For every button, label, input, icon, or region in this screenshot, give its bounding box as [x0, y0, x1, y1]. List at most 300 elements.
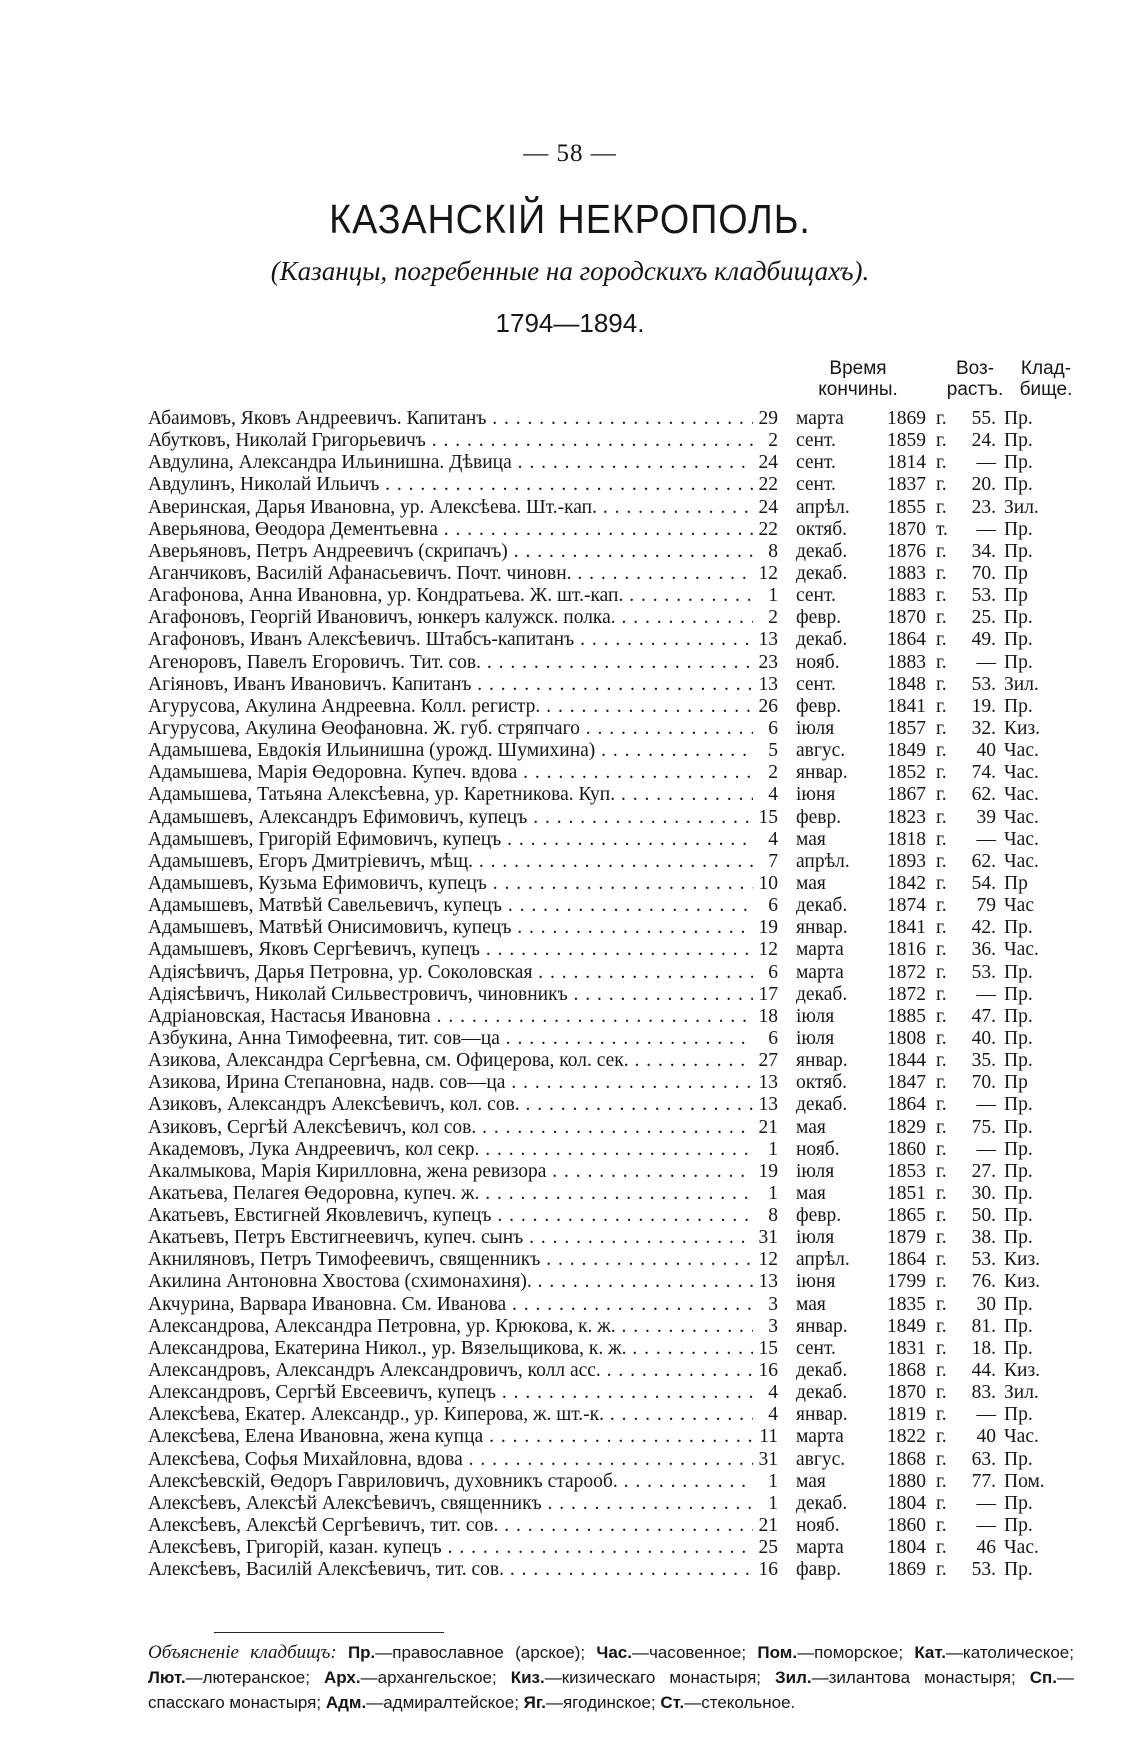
entry-month: нояб. [796, 1515, 840, 1537]
entry-cemetery: Зил. [1004, 496, 1039, 518]
entry-cemetery: Пр. [1004, 1116, 1033, 1138]
entry-age: 47. [971, 1005, 996, 1027]
entry-day: 4 [768, 1404, 778, 1426]
entry-row [148, 740, 1068, 762]
entry-month: марта [796, 939, 844, 961]
entry-year: 1868 [887, 1360, 926, 1382]
entry-name: Абаимовъ, Яковъ Андреевичъ. Капитанъ . . . [148, 408, 753, 430]
entry-day: 3 [768, 1315, 778, 1337]
entry-age: — [976, 828, 996, 850]
entry-month: декаб. [796, 983, 848, 1005]
entry-year-suffix: г. [936, 1116, 947, 1138]
entry-name: Алексѣевъ, Григорiй, казан. купецъ . . . [148, 1537, 753, 1559]
entry-row [148, 851, 1068, 873]
entry-year: 1857 [887, 717, 926, 739]
entry-day: 24 [758, 452, 778, 474]
entry-age: 53. [971, 1559, 996, 1581]
entry-age: — [976, 651, 996, 673]
legend-meaning: —православное (арское); [375, 1643, 597, 1662]
entry-year: 1849 [887, 740, 926, 762]
entry-row [148, 696, 1068, 718]
entry-cemetery: Пр [1004, 585, 1028, 607]
entry-year-suffix: г. [936, 1492, 947, 1514]
entry-name: Авдулинъ, Николай Ильичъ . . . [148, 474, 753, 496]
entry-row [148, 895, 1068, 917]
legend-abbr: Лют. [148, 1668, 186, 1687]
entry-month: iюля [796, 1005, 835, 1027]
entry-year-suffix: г. [936, 651, 947, 673]
entry-year-suffix: г. [936, 1404, 947, 1426]
entry-month: декаб. [796, 540, 848, 562]
entry-age: — [976, 1404, 996, 1426]
entry-name: Абутковъ, Николай Григорьевичъ . . . [148, 430, 753, 452]
entry-year: 1869 [887, 1559, 926, 1581]
entry-cemetery: Киз. [1004, 1249, 1041, 1271]
entry-year-suffix: г. [936, 961, 947, 983]
entry-day: 22 [758, 474, 778, 496]
entry-year-suffix: г. [936, 1537, 947, 1559]
entry-year: 1829 [887, 1116, 926, 1138]
entry-name: Азикова, Ирина Степановна, надв. сов—ца . . . [148, 1072, 753, 1094]
entry-year-suffix: г. [936, 562, 947, 584]
entry-year: 1852 [887, 762, 926, 784]
entry-day: 6 [768, 717, 778, 739]
entry-name: Азикова, Александра Сергѣевна, см. Офицерова, кол. сек. . . . [148, 1050, 753, 1072]
entry-day: 13 [758, 1271, 778, 1293]
entry-row [148, 1449, 1068, 1471]
entry-name: Адрiановская, Настасья Ивановна . . . [148, 1006, 753, 1028]
entry-row [148, 962, 1068, 984]
entry-name: Адамышева, Евдокiя Ильинишна (урожд. Шумихина) . . . [148, 740, 753, 762]
entry-year: 1868 [887, 1448, 926, 1470]
entry-age: 44. [971, 1360, 996, 1382]
entry-day: 21 [758, 1515, 778, 1537]
entry-month: апрѣл. [796, 496, 850, 518]
entry-age: 83. [971, 1382, 996, 1404]
entry-cemetery: Час. [1004, 806, 1039, 828]
legend-abbr: Пр. [347, 1643, 376, 1662]
entry-month: авгус. [796, 1448, 846, 1470]
entry-year: 1823 [887, 806, 926, 828]
entry-year-suffix: г. [936, 1027, 947, 1049]
entry-name: Азиковъ, Сергѣй Алексѣевичъ, кол сов. . . . [148, 1117, 753, 1139]
legend-meaning: —лютеранское; [185, 1668, 324, 1687]
year-range: 1794—1894. [495, 308, 645, 338]
entry-row [148, 1028, 1068, 1050]
legend-abbr: Киз. [510, 1668, 545, 1687]
entry-cemetery: Пр. [1004, 1315, 1033, 1337]
legend-lead: Объясненiе кладбищъ: [148, 1642, 337, 1663]
entry-day: 8 [768, 540, 778, 562]
entry-name: Азбукина, Анна Тимофеевна, тит. сов—ца . . . [148, 1028, 753, 1050]
entry-row [148, 652, 1068, 674]
entry-age: 27. [971, 1160, 996, 1182]
entry-row [148, 1537, 1068, 1559]
entry-month: iюля [796, 717, 835, 739]
entry-year-suffix: г. [936, 1094, 947, 1116]
entry-month: февр. [796, 806, 842, 828]
entry-age: 30. [971, 1182, 996, 1204]
entry-day: 2 [768, 430, 778, 452]
entry-cemetery: Пр. [1004, 1027, 1033, 1049]
entry-year: 1865 [887, 1205, 926, 1227]
entry-year-suffix: г. [936, 1293, 947, 1315]
entry-year-suffix: г. [936, 585, 947, 607]
entry-year-suffix: г. [936, 1005, 947, 1027]
entry-day: 4 [768, 784, 778, 806]
entry-month: декаб. [796, 1094, 848, 1116]
entry-year: 1867 [887, 784, 926, 806]
entry-name: Акатьева, Пелагея Өедоровна, купеч. ж. . . . [148, 1183, 753, 1205]
entry-year: 1814 [887, 452, 926, 474]
entry-cemetery: Пр. [1004, 474, 1033, 496]
entry-year-suffix: г. [936, 828, 947, 850]
entry-name: Адамышева, Марiя Өедоровна. Купеч. вдова . . . [148, 762, 753, 784]
entry-name: Александровъ, Александръ Александровичъ, колл асс. . . . [148, 1360, 753, 1382]
entry-year: 1883 [887, 562, 926, 584]
entry-row [148, 829, 1068, 851]
entry-year: 1883 [887, 651, 926, 673]
entry-day: 13 [758, 629, 778, 651]
entry-day: 15 [758, 806, 778, 828]
legend-abbr: Пом. [757, 1643, 798, 1662]
entry-day: 1 [768, 1182, 778, 1204]
entry-month: февр. [796, 695, 842, 717]
entry-month: январ. [796, 762, 848, 784]
entry-name: Александровъ, Сергѣй Евсеевичъ, купецъ . . . [148, 1382, 753, 1404]
entry-month: мая [796, 1470, 826, 1492]
entry-month: январ. [796, 1315, 848, 1337]
entry-row [148, 1493, 1068, 1515]
entry-row [148, 1515, 1068, 1537]
entry-year-suffix: г. [936, 1182, 947, 1204]
entry-year-suffix: г. [936, 540, 947, 562]
entry-cemetery: Пом. [1004, 1470, 1045, 1492]
entry-year: 1859 [887, 430, 926, 452]
entry-day: 24 [758, 496, 778, 518]
entry-row [148, 1139, 1068, 1161]
entry-cemetery: Пр. [1004, 1515, 1033, 1537]
entry-name: Александрова, Екатерина Никол., ур. Вязельщикова, к. ж. . . . [148, 1338, 753, 1360]
entry-age: 18. [971, 1337, 996, 1359]
entry-age: 62. [971, 850, 996, 872]
entry-day: 19 [758, 1160, 778, 1182]
entry-year-suffix: г. [936, 629, 947, 651]
entry-row [148, 1183, 1068, 1205]
legend-abbr: Зил. [775, 1668, 812, 1687]
entry-age: 79 [976, 895, 996, 917]
entry-year-suffix: г. [936, 784, 947, 806]
entry-name: Агафоновъ, Иванъ Алексѣевичъ. Штабсъ-капитанъ . . . [148, 629, 753, 651]
entry-age: — [976, 1492, 996, 1514]
entry-year-suffix: г. [936, 430, 947, 452]
entry-cemetery: Пр. [1004, 917, 1033, 939]
entry-row [148, 1227, 1068, 1249]
entry-month: сент. [796, 1337, 836, 1359]
entry-year: 1837 [887, 474, 926, 496]
entry-year-suffix: г. [936, 762, 947, 784]
entry-month: октяб. [796, 1072, 847, 1094]
cemetery-legend [148, 1640, 1074, 1715]
entry-year-suffix: г. [936, 872, 947, 894]
entry-year-suffix: г. [936, 917, 947, 939]
entry-year: 1847 [887, 1072, 926, 1094]
entry-age: — [976, 452, 996, 474]
entry-name: Агафонова, Анна Ивановна, ур. Кондратьева. Ж. шт.-кап. . . . [148, 585, 753, 607]
legend-meaning: —адмиралтейское; [366, 1693, 524, 1712]
entry-month: сент. [796, 452, 836, 474]
entry-name: Акилина Антоновна Хвостова (схимонахиня). . . . [148, 1271, 753, 1293]
entry-row [148, 629, 1068, 651]
entry-year-suffix: г. [936, 1360, 947, 1382]
entry-cemetery: Час [1004, 895, 1034, 917]
entry-day: 8 [768, 1205, 778, 1227]
column-header-time: Время кончины. [818, 358, 898, 400]
entry-day: 31 [758, 1227, 778, 1249]
entry-year-suffix: г. [936, 717, 947, 739]
entry-row [148, 1382, 1068, 1404]
entry-name: Адамышевъ, Григорiй Ефимовичъ, купецъ . . . [148, 829, 753, 851]
entry-year: 1855 [887, 496, 926, 518]
entry-year-suffix: г. [936, 1382, 947, 1404]
entry-month: мая [796, 1182, 826, 1204]
entry-age: 23. [971, 496, 996, 518]
entry-cemetery: Пр [1004, 1072, 1028, 1094]
entry-cemetery: Пр. [1004, 1182, 1033, 1204]
entry-year: 1841 [887, 695, 926, 717]
entry-age: — [976, 1094, 996, 1116]
entry-month: октяб. [796, 518, 847, 540]
entry-name: Адамышевъ, Александръ Ефимовичъ, купецъ . . . [148, 807, 753, 829]
entry-year: 1880 [887, 1470, 926, 1492]
entry-day: 29 [758, 408, 778, 429]
entry-year-suffix: г. [936, 740, 947, 762]
entry-age: 40 [976, 740, 996, 762]
entry-name: Акалмыкова, Марiя Кирилловна, жена ревизора . . . [148, 1161, 753, 1183]
entry-row [148, 497, 1068, 519]
entry-cemetery: Пр. [1004, 1138, 1033, 1160]
entry-day: 3 [768, 1293, 778, 1315]
entry-year-suffix: г. [936, 850, 947, 872]
entry-row [148, 1094, 1068, 1116]
entry-year-suffix: г. [936, 983, 947, 1005]
entry-age: 32. [971, 717, 996, 739]
entry-row [148, 541, 1068, 563]
entry-row [148, 1161, 1068, 1183]
entry-name: Азиковъ, Александръ Алексѣевичъ, кол. сов. . . . [148, 1094, 753, 1116]
entry-age: 70. [971, 1072, 996, 1094]
entry-month: iюля [796, 1027, 835, 1049]
entry-year: 1818 [887, 828, 926, 850]
page-subtitle: (Казанцы, погребенные на городскихъ кладбищахъ). [270, 256, 870, 286]
entry-cemetery: Час. [1004, 939, 1039, 961]
entry-month: нояб. [796, 651, 840, 673]
legend-meaning: —часовенное; [631, 1643, 758, 1662]
entry-year-suffix: г. [936, 1271, 947, 1293]
entry-name: Адамышевъ, Кузьма Ефимовичъ, купецъ . . . [148, 873, 753, 895]
entry-month: апрѣл. [796, 1249, 850, 1271]
entry-name: Адiясѣвичъ, Николай Сильвестровичъ, чиновникъ . . . [148, 984, 753, 1006]
entry-name: Аверьянова, Өеодора Дементьевна . . . [148, 519, 753, 541]
entry-day: 6 [768, 1027, 778, 1049]
entry-cemetery: Пр. [1004, 1448, 1033, 1470]
entry-day: 19 [758, 917, 778, 939]
entry-month: марта [796, 1537, 844, 1559]
entry-day: 1 [768, 1138, 778, 1160]
entry-day: 13 [758, 1094, 778, 1116]
legend-meaning: —поморское; [797, 1643, 915, 1662]
footnote-rule [214, 1632, 444, 1633]
entry-day: 1 [768, 1470, 778, 1492]
entry-year: 1879 [887, 1227, 926, 1249]
entry-age: 42. [971, 917, 996, 939]
entry-name: Агафоновъ, Георгiй Ивановичъ, юнкеръ калужск. полка. . . . [148, 607, 753, 629]
entry-year: 1853 [887, 1160, 926, 1182]
entry-year-suffix: г. [936, 1559, 947, 1581]
entry-cemetery: Пр [1004, 562, 1028, 584]
entry-age: 25. [971, 607, 996, 629]
entry-row [148, 519, 1068, 541]
entry-cemetery: Киз. [1004, 1360, 1041, 1382]
entry-day: 23 [758, 651, 778, 673]
legend-meaning: —зилантова монастыря; [811, 1668, 1030, 1687]
entry-cemetery: Пр. [1004, 540, 1033, 562]
legend-meaning: —ягодинское; [545, 1693, 661, 1712]
entry-year: 1883 [887, 585, 926, 607]
entry-day: 10 [758, 872, 778, 894]
entry-age: 53. [971, 585, 996, 607]
entry-day: 13 [758, 1072, 778, 1094]
entry-row [148, 674, 1068, 696]
legend-abbr: Кат. [914, 1643, 946, 1662]
entry-name: Акчурина, Варвара Ивановна. См. Иванова . . . [148, 1294, 753, 1316]
entry-day: 27 [758, 1050, 778, 1072]
entry-year-suffix: г. [936, 1138, 947, 1160]
entry-year: 1848 [887, 673, 926, 695]
entry-year: 1864 [887, 1094, 926, 1116]
entry-name: Аверинская, Дарья Ивановна, ур. Алексѣева. Шт.-кап. . . . [148, 497, 753, 519]
entry-month: марта [796, 961, 844, 983]
entry-year-suffix: г. [936, 1426, 947, 1448]
entry-name: Агеноровъ, Павелъ Егоровичъ. Тит. сов. . . . [148, 652, 753, 674]
entry-day: 5 [768, 740, 778, 762]
entry-year: 1864 [887, 1249, 926, 1271]
entry-cemetery: Пр. [1004, 452, 1033, 474]
entry-year: 1822 [887, 1426, 926, 1448]
entry-cemetery: Пр. [1004, 1559, 1033, 1581]
entry-month: сент. [796, 430, 836, 452]
entry-month: марта [796, 408, 844, 429]
entry-year: 1804 [887, 1492, 926, 1514]
entry-name: Алексѣева, Софья Михайловна, вдова . . . [148, 1449, 753, 1471]
entry-row [148, 585, 1068, 607]
entry-year: 1870 [887, 1382, 926, 1404]
entry-row [148, 474, 1068, 496]
entry-cemetery: Зил. [1004, 1382, 1039, 1404]
entry-row [148, 1471, 1068, 1493]
entry-year: 1799 [887, 1271, 926, 1293]
entry-month: декаб. [796, 1382, 848, 1404]
entry-year: 1841 [887, 917, 926, 939]
entry-cemetery: Киз. [1004, 717, 1041, 739]
entry-name: Агурусова, Акулина Өеофановна. Ж. губ. стряпчаго . . . [148, 718, 753, 740]
entry-cemetery: Киз. [1004, 1271, 1041, 1293]
entry-row [148, 1294, 1068, 1316]
entry-month: январ. [796, 1404, 848, 1426]
entry-name: Адамышевъ, Егоръ Дмитрiевичъ, мѣщ. . . . [148, 851, 753, 873]
legend-abbr: Час. [596, 1643, 632, 1662]
entry-year: 1864 [887, 629, 926, 651]
entry-row [148, 1249, 1068, 1271]
entry-age: 46 [976, 1537, 996, 1559]
entry-month: мая [796, 1293, 826, 1315]
entry-name: Академовъ, Лука Андреевичъ, кол секр. . . . [148, 1139, 753, 1161]
entry-cemetery: Пр. [1004, 983, 1033, 1005]
entry-year: 1885 [887, 1005, 926, 1027]
entry-age: 53. [971, 961, 996, 983]
entry-year-suffix: г. [936, 695, 947, 717]
legend-abbr: Арх. [323, 1668, 361, 1687]
entry-cemetery: Пр. [1004, 1404, 1033, 1426]
entry-cemetery: Пр. [1004, 408, 1033, 429]
entry-row [148, 784, 1068, 806]
entry-row [148, 1117, 1068, 1139]
entry-day: 4 [768, 1382, 778, 1404]
entry-cemetery: Пр. [1004, 961, 1033, 983]
entry-row [148, 452, 1068, 474]
entry-age: 39 [976, 806, 996, 828]
entry-name: Адамышева, Татьяна Алексѣевна, ур. Каретникова. Куп. . . . [148, 784, 753, 806]
entry-age: 40 [976, 1426, 996, 1448]
entry-day: 25 [758, 1537, 778, 1559]
entry-year: 1893 [887, 850, 926, 872]
entry-year-suffix: г. [936, 1315, 947, 1337]
entry-year: 1876 [887, 540, 926, 562]
entry-year-suffix: г. [936, 673, 947, 695]
entry-year: 1851 [887, 1182, 926, 1204]
entry-month: iюня [796, 784, 836, 806]
entry-age: 74. [971, 762, 996, 784]
entry-month: декаб. [796, 1492, 848, 1514]
entry-name: Агiяновъ, Иванъ Ивановичъ. Капитанъ . . . [148, 674, 753, 696]
entry-month: мая [796, 828, 826, 850]
entry-age: 50. [971, 1205, 996, 1227]
entry-row [148, 917, 1068, 939]
entry-year-suffix: т. [936, 518, 948, 540]
entry-age: 55. [971, 408, 996, 429]
entry-age: 35. [971, 1050, 996, 1072]
entry-month: iюля [796, 1227, 835, 1249]
entry-month: декаб. [796, 629, 848, 651]
entry-age: 70. [971, 562, 996, 584]
entry-month: iюня [796, 1271, 836, 1293]
entry-day: 1 [768, 1492, 778, 1514]
entry-age: 63. [971, 1448, 996, 1470]
entry-month: iюля [796, 1160, 835, 1182]
entry-name: Акатьевъ, Евстигней Яковлевичъ, купецъ . . . [148, 1205, 753, 1227]
entry-name: Алексѣевъ, Алексѣй Сергѣевичъ, тит. сов. . . . [148, 1515, 753, 1537]
entry-day: 22 [758, 518, 778, 540]
entry-month: февр. [796, 1205, 842, 1227]
entry-day: 31 [758, 1448, 778, 1470]
entry-year-suffix: г. [936, 1205, 947, 1227]
entry-year-suffix: г. [936, 474, 947, 496]
entry-name: Аверьяновъ, Петръ Андреевичъ (скрипачъ) . . . [148, 541, 753, 563]
entry-age: — [976, 983, 996, 1005]
entry-day: 21 [758, 1116, 778, 1138]
entry-year-suffix: г. [936, 1050, 947, 1072]
entry-name: Алексѣевъ, Алексѣй Алексѣевичъ, священникъ . . . [148, 1493, 753, 1515]
